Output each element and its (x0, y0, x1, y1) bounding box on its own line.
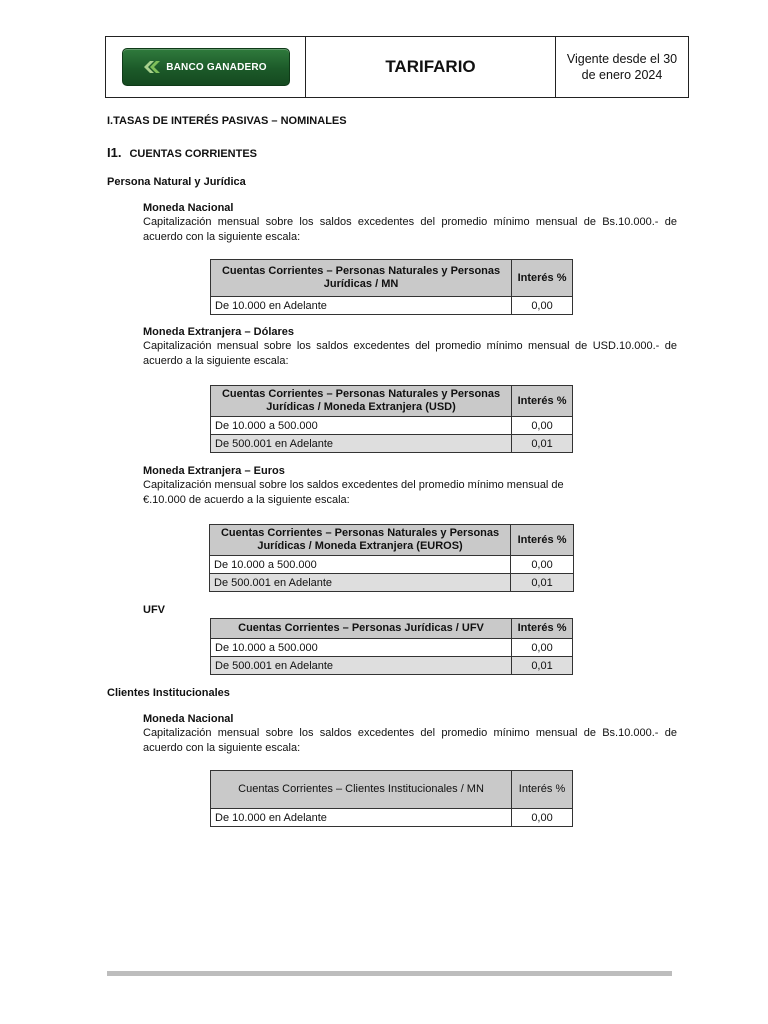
mn-title: Moneda Nacional (143, 202, 234, 214)
table-row (211, 435, 573, 453)
institucionales-heading: Clientes Institucionales (107, 687, 230, 699)
range-cell: De 10.000 en Adelante (211, 809, 512, 827)
rate-cell: 0,00 (512, 417, 573, 435)
rate-cell: 0,01 (512, 435, 573, 453)
ufv-title: UFV (143, 604, 165, 616)
rate-header: Interés % (512, 386, 573, 417)
eur-rate-table (209, 524, 574, 592)
table-header: Cuentas Corrientes – Clientes Institucionales / MN (211, 771, 512, 809)
bank-logo (122, 48, 290, 86)
range-cell: De 500.001 en Adelante (211, 435, 512, 453)
footer-divider (107, 971, 672, 976)
document-header (105, 36, 689, 98)
inst-mn-rate-table (210, 770, 573, 827)
table-header-row (211, 771, 573, 809)
rate-cell: 0,00 (512, 809, 573, 827)
table-row (210, 574, 574, 592)
document-title: TARIFARIO (306, 37, 556, 97)
rate-cell: 0,00 (511, 556, 574, 574)
validity-date: Vigente desde el 30 de enero 2024 (566, 52, 678, 82)
table-header: Cuentas Corrientes – Personas Naturales y Personas Jurídicas / Moneda Extranjera (USD) (211, 386, 512, 417)
table-row (211, 417, 573, 435)
subsection-number: I1. (107, 145, 122, 160)
persona-heading: Persona Natural y Jurídica (107, 176, 246, 188)
rate-header: Interés % (512, 771, 573, 809)
subsection-label: CUENTAS CORRIENTES (129, 148, 257, 160)
table-header-row (211, 260, 573, 297)
inst-mn-title: Moneda Nacional (143, 713, 234, 725)
eur-title: Moneda Extranjera – Euros (143, 465, 285, 477)
table-header-row (210, 525, 574, 556)
logo-cell (106, 37, 306, 97)
mn-description: Capitalización mensual sobre los saldos excedentes del promedio mínimo mensual de Bs.10.000.- de acuerdo con la siguiente escala: (143, 216, 677, 243)
subsection-title (107, 145, 257, 160)
table-row (211, 657, 573, 675)
rate-header: Interés % (511, 525, 574, 556)
inst-mn-description: Capitalización mensual sobre los saldos excedentes del promedio mínimo mensual de Bs.10.000.- de acuerdo con la siguiente escala: (143, 727, 677, 754)
rate-cell: 0,01 (511, 574, 574, 592)
usd-description: Capitalización mensual sobre los saldos excedentes del promedio mínimo mensual de USD.10.000.- de acuerdo a la siguiente escala: (143, 340, 677, 367)
range-cell: De 10.000 a 500.000 (210, 556, 511, 574)
ufv-rate-table (210, 618, 573, 675)
table-row (211, 809, 573, 827)
table-row (210, 556, 574, 574)
rate-cell: 0,01 (512, 657, 573, 675)
usd-rate-table (210, 385, 573, 453)
mn-rate-table (210, 259, 573, 315)
rate-header: Interés % (512, 619, 573, 639)
range-cell: De 500.001 en Adelante (210, 574, 511, 592)
table-header-row (211, 619, 573, 639)
bank-logo-icon (144, 61, 160, 73)
table-row (211, 297, 573, 315)
range-cell: De 10.000 a 500.000 (211, 417, 512, 435)
eur-description: Capitalización mensual sobre los saldos excedentes del promedio mínimo mensual de €.10.000 de acuerdo a la siguiente escala: (143, 479, 564, 506)
table-header-row (211, 386, 573, 417)
table-header: Cuentas Corrientes – Personas Jurídicas / UFV (211, 619, 512, 639)
usd-title: Moneda Extranjera – Dólares (143, 326, 295, 338)
rate-header: Interés % (512, 260, 573, 297)
logo-text: BANCO GANADERO (166, 61, 267, 73)
range-cell: De 10.000 a 500.000 (211, 639, 512, 657)
table-header: Cuentas Corrientes – Personas Naturales y Personas Jurídicas / Moneda Extranjera (EUROS) (210, 525, 511, 556)
section-title: I.TASAS DE INTERÉS PASIVAS – NOMINALES (107, 115, 347, 127)
table-row (211, 639, 573, 657)
rate-cell: 0,00 (512, 297, 573, 315)
rate-cell: 0,00 (512, 639, 573, 657)
range-cell: De 500.001 en Adelante (211, 657, 512, 675)
range-cell: De 10.000 en Adelante (211, 297, 512, 315)
table-header: Cuentas Corrientes – Personas Naturales y Personas Jurídicas / MN (211, 260, 512, 297)
